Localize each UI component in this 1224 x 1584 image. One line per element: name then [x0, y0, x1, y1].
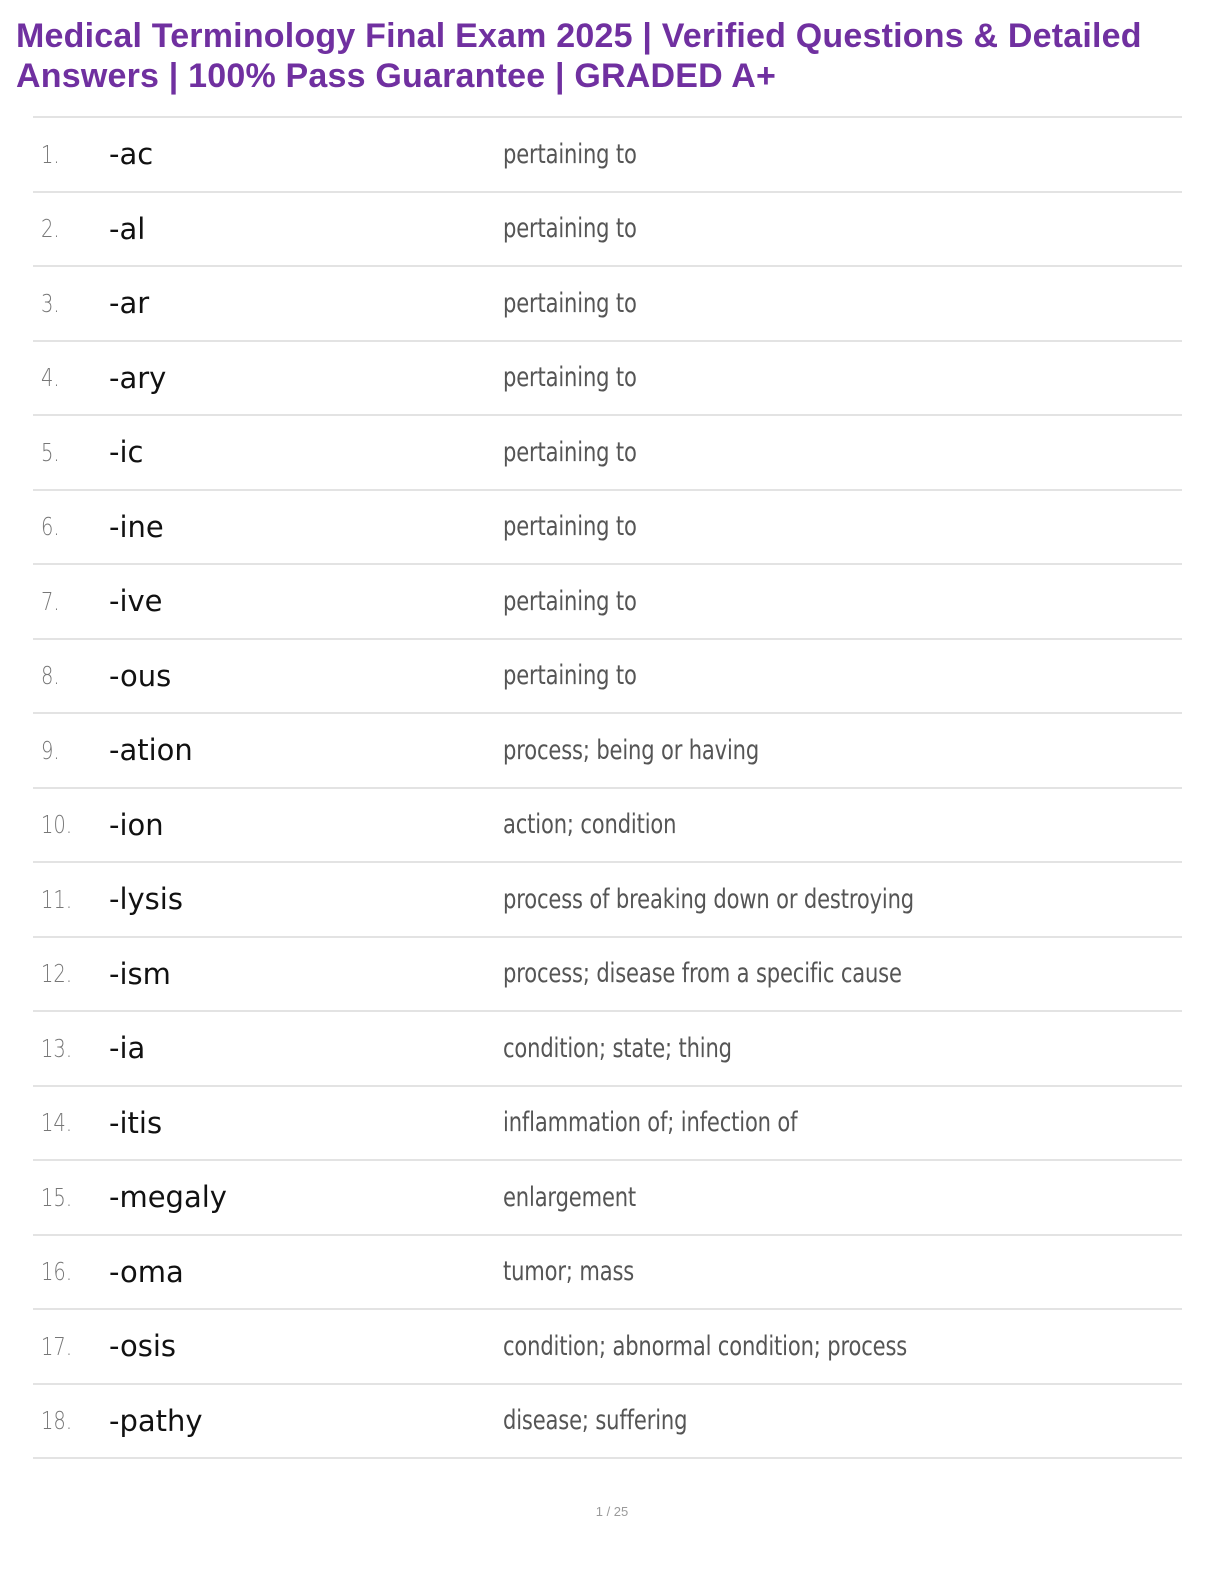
terms-table [33, 116, 1182, 1459]
term-row [33, 1236, 1182, 1311]
term-word: -ar [109, 286, 150, 321]
term-word: -ation [109, 733, 193, 768]
term-number: 16. [41, 1257, 73, 1287]
term-number: 5. [41, 437, 60, 467]
term-number: 2. [41, 214, 60, 244]
term-word: -ion [109, 807, 164, 842]
term-number: 1. [41, 139, 60, 169]
term-row [33, 1385, 1182, 1460]
term-number: 13. [41, 1033, 73, 1063]
term-row [33, 1310, 1182, 1385]
term-number: 4. [41, 363, 60, 393]
term-definition: process; disease from a specific cause [503, 958, 902, 990]
term-row [33, 863, 1182, 938]
term-word: -ine [109, 509, 164, 544]
term-row [33, 342, 1182, 417]
term-definition: inflammation of; infection of [503, 1107, 798, 1139]
term-row [33, 789, 1182, 864]
term-definition: pertaining to [503, 362, 637, 394]
term-definition: condition; state; thing [503, 1032, 732, 1064]
page-number: 1 / 25 [595, 1504, 629, 1519]
term-word: -oma [109, 1254, 184, 1289]
term-number: 11. [41, 884, 73, 914]
term-number: 8. [41, 661, 60, 691]
term-number: 10. [41, 810, 73, 840]
term-definition: pertaining to [503, 287, 637, 319]
term-word: -itis [109, 1105, 163, 1140]
term-number: 17. [41, 1331, 73, 1361]
term-word: -lysis [109, 882, 183, 917]
term-row [33, 118, 1182, 193]
term-definition: pertaining to [503, 511, 637, 543]
term-number: 12. [41, 959, 73, 989]
term-word: -ive [109, 584, 163, 619]
term-row [33, 267, 1182, 342]
term-definition: process of breaking down or destroying [503, 883, 914, 915]
term-definition: process; being or having [503, 734, 760, 766]
term-number: 14. [41, 1108, 73, 1138]
term-row [33, 714, 1182, 789]
term-word: -ia [109, 1031, 146, 1066]
term-definition: enlargement [503, 1181, 637, 1213]
term-word: -ary [109, 360, 167, 395]
term-word: -osis [109, 1329, 177, 1364]
term-row [33, 1012, 1182, 1087]
term-row [33, 193, 1182, 268]
term-word: -ic [109, 435, 144, 470]
term-row [33, 938, 1182, 1013]
term-number: 15. [41, 1182, 73, 1212]
document-title: Medical Terminology Final Exam 2025 | Verified Questions & Detailed Answers | 100% Pass Guarantee | GRADED A+ [16, 17, 1142, 95]
term-word: -ous [109, 658, 172, 693]
term-word: -ac [109, 137, 154, 172]
term-number: 9. [41, 735, 60, 765]
term-row [33, 491, 1182, 566]
term-definition: disease; suffering [503, 1405, 688, 1437]
term-word: -megaly [109, 1180, 227, 1215]
term-definition: condition; abnormal condition; process [503, 1330, 908, 1362]
term-word: -ism [109, 956, 171, 991]
term-row [33, 1161, 1182, 1236]
term-word: -al [109, 211, 146, 246]
term-number: 18. [41, 1406, 73, 1436]
term-definition: pertaining to [503, 138, 637, 170]
term-definition: pertaining to [503, 213, 637, 245]
term-number: 6. [41, 512, 60, 542]
term-definition: action; condition [503, 809, 677, 841]
term-row [33, 640, 1182, 715]
term-definition: pertaining to [503, 585, 637, 617]
term-word: -pathy [109, 1403, 203, 1438]
term-definition: pertaining to [503, 660, 637, 692]
term-row [33, 416, 1182, 491]
term-row [33, 1087, 1182, 1162]
term-definition: pertaining to [503, 436, 637, 468]
term-row [33, 565, 1182, 640]
term-definition: tumor; mass [503, 1256, 635, 1288]
term-number: 3. [41, 288, 60, 318]
term-number: 7. [41, 586, 60, 616]
